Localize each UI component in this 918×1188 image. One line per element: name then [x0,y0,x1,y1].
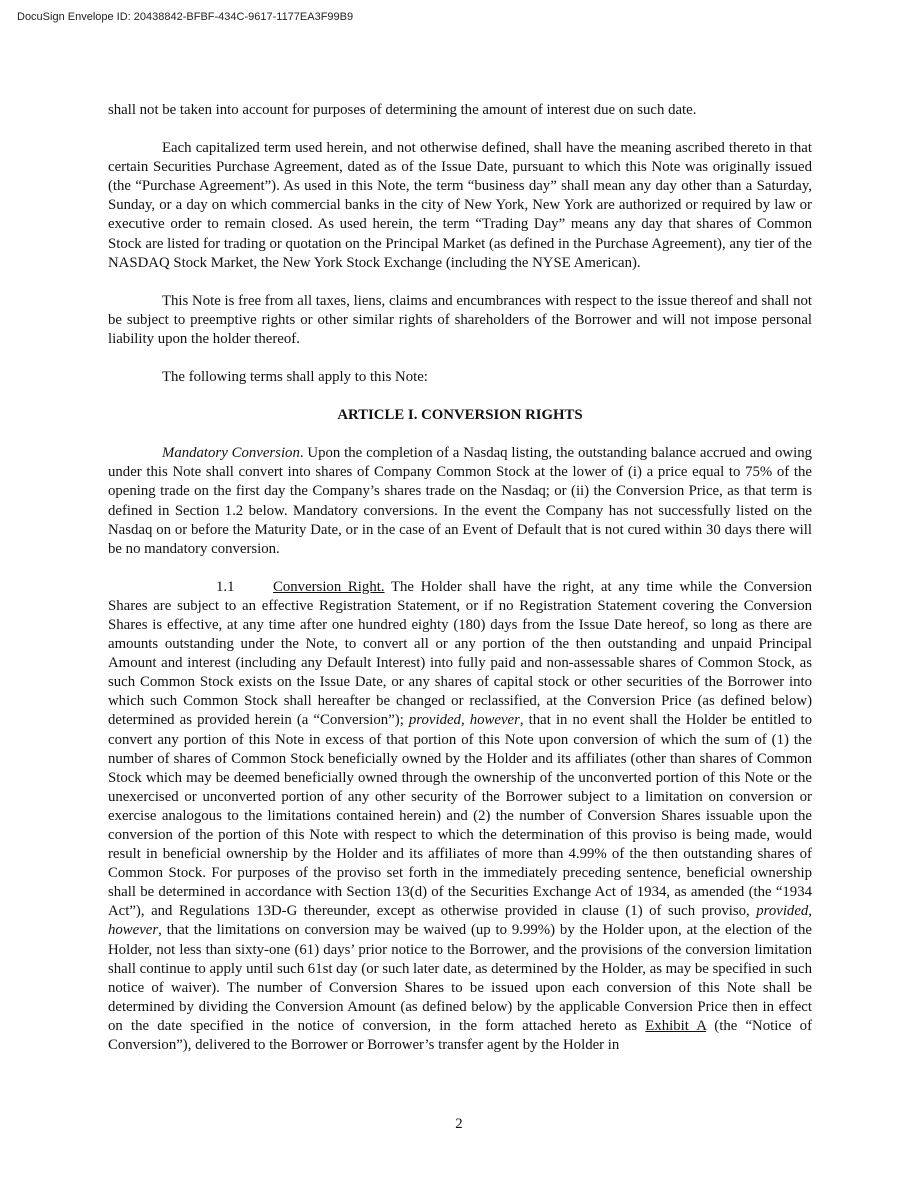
proviso-1: provided, however [408,712,520,729]
section-text-c: , that the limitations on conversion may be waived (up to 9.99%) by the Holder upon, at the election of the Holder, not less than sixty-one (61) days’ prior notice to the Borrower, and the provisions of the conversion limitation shall continue to apply until such 61st day (or such later date, as determined by the Holder, as may be specified in such notice of waiver). The number of Conversion Shares to be issued upon each conversion of this Note shall be determined by dividing the Conversion Amount (as defined below) by the applicable Conversion Price then in effect on the date specified in the notice of conversion, in the form attached hereto as [108,922,812,1034]
section-title: Conversion Right. [273,578,385,595]
page-number: 2 [455,1116,463,1132]
paragraph-continuation: shall not be taken into account for purposes of determining the amount of interest due on such date. [108,102,697,118]
section-text-d: (the “Notice of Conversion”), delivered to the Borrower or Borrower’s transfer agent by the Holder in [108,1017,812,1054]
mandatory-conversion-text: . Upon the completion of a Nasdaq listing, the outstanding balance accrued and owing under this Note shall convert into shares of Company Common Stock at the lower of (i) a price equal to 75% of the opening trade on the first day the Company’s shares trade on the Nasdaq; or (ii) the Conversion Price, as that term is defined in Section 1.2 below. Mandatory conversions. In the event the Company has not successfully listed on the Nasdaq on or before the Maturity Date, or in the case of an Event of Default that is not cured within 30 days there will be no mandatory conversion. [108,445,812,557]
envelope-id: DocuSign Envelope ID: 20438842-BFBF-434C-9617-1177EA3F99B9 [17,11,354,23]
section-text-a: The Holder shall have the right, at any time while the Conversion Shares are subject to an effective Registration Statement, or if no Registration Statement covering the Conversion Shares is effective, at any time after one hundred eighty (180) days from the Issue Date hereof, so long as there are amounts outstanding under the Note, to convert all or any portion of the then outstanding and unpaid Principal Amount and interest (including any Default Interest) into fully paid and non-assessable shares of Common Stock, as such Common Stock exists on the Issue Date, or any shares of capital stock or other securities of the Borrower into which such Common Stock shall hereafter be changed or reclassified, at the Conversion Price (as defined below) determined as provided herein (a “Conversion”); [108,578,812,729]
paragraph-following-terms: The following terms shall apply to this Note: [162,369,428,386]
exhibit-reference: Exhibit A [645,1017,707,1034]
section-1-1 [108,578,812,1055]
paragraph-mandatory-conversion [108,444,812,559]
proviso-2: provided, however [108,903,812,939]
paragraph-definitions: Each capitalized term used herein, and not otherwise defined, shall have the meaning ascribed thereto in that certain Securities Purchase Agreement, dated as of the Issue Date, pursuant to which this Note was originally issued (the “Purchase Agreement”). As used in this Note, the term “business day” shall mean any day other than a Saturday, Sunday, or a day on which commercial banks in the city of New York, New York are authorized or required by law or executive order to remain closed. As used herein, the term “Trading Day” means any day that shares of Common Stock are listed for trading or quotation on the Principal Market (as defined in the Purchase Agreement), any tier of the NASDAQ Stock Market, the New York Stock Exchange (including the NYSE American). [108,140,812,271]
article-heading: ARTICLE I. CONVERSION RIGHTS [337,407,583,424]
mandatory-conversion-title: Mandatory Conversion [162,445,300,462]
document-body [108,101,812,1055]
section-number: 1.1 [216,578,235,595]
paragraph-taxes: This Note is free from all taxes, liens, claims and encumbrances with respect to the issue thereof and shall not be subject to preemptive rights or other similar rights of shareholders of the Borrower and will not impose personal liability upon the holder thereof. [108,292,812,347]
section-text-b: , that in no event shall the Holder be entitled to convert any portion of this Note in excess of that portion of this Note upon conversion of which the sum of (1) the number of shares of Common Stock beneficially owned by the Holder and its affiliates (other than shares of Common Stock which may be deemed beneficially owned through the ownership of the unconverted portion of this Note or the unexercised or unconverted portion of any other security of the Borrower subject to a limitation on conversion or exercise analogous to the limitations contained herein) and (2) the number of Conversion Shares issuable upon the conversion of the portion of this Note with respect to which the determination of this proviso is being made, would result in beneficial ownership by the Holder and its affiliates of more than 4.99% of the then outstanding shares of Common Stock. For purposes of the proviso set forth in the immediately preceding sentence, beneficial ownership shall be determined in accordance with Section 13(d) of the Securities Exchange Act of 1934, as amended (the “1934 Act”), and Regulations 13D-G thereunder, except as otherwise provided in clause (1) of such proviso, [108,712,812,920]
